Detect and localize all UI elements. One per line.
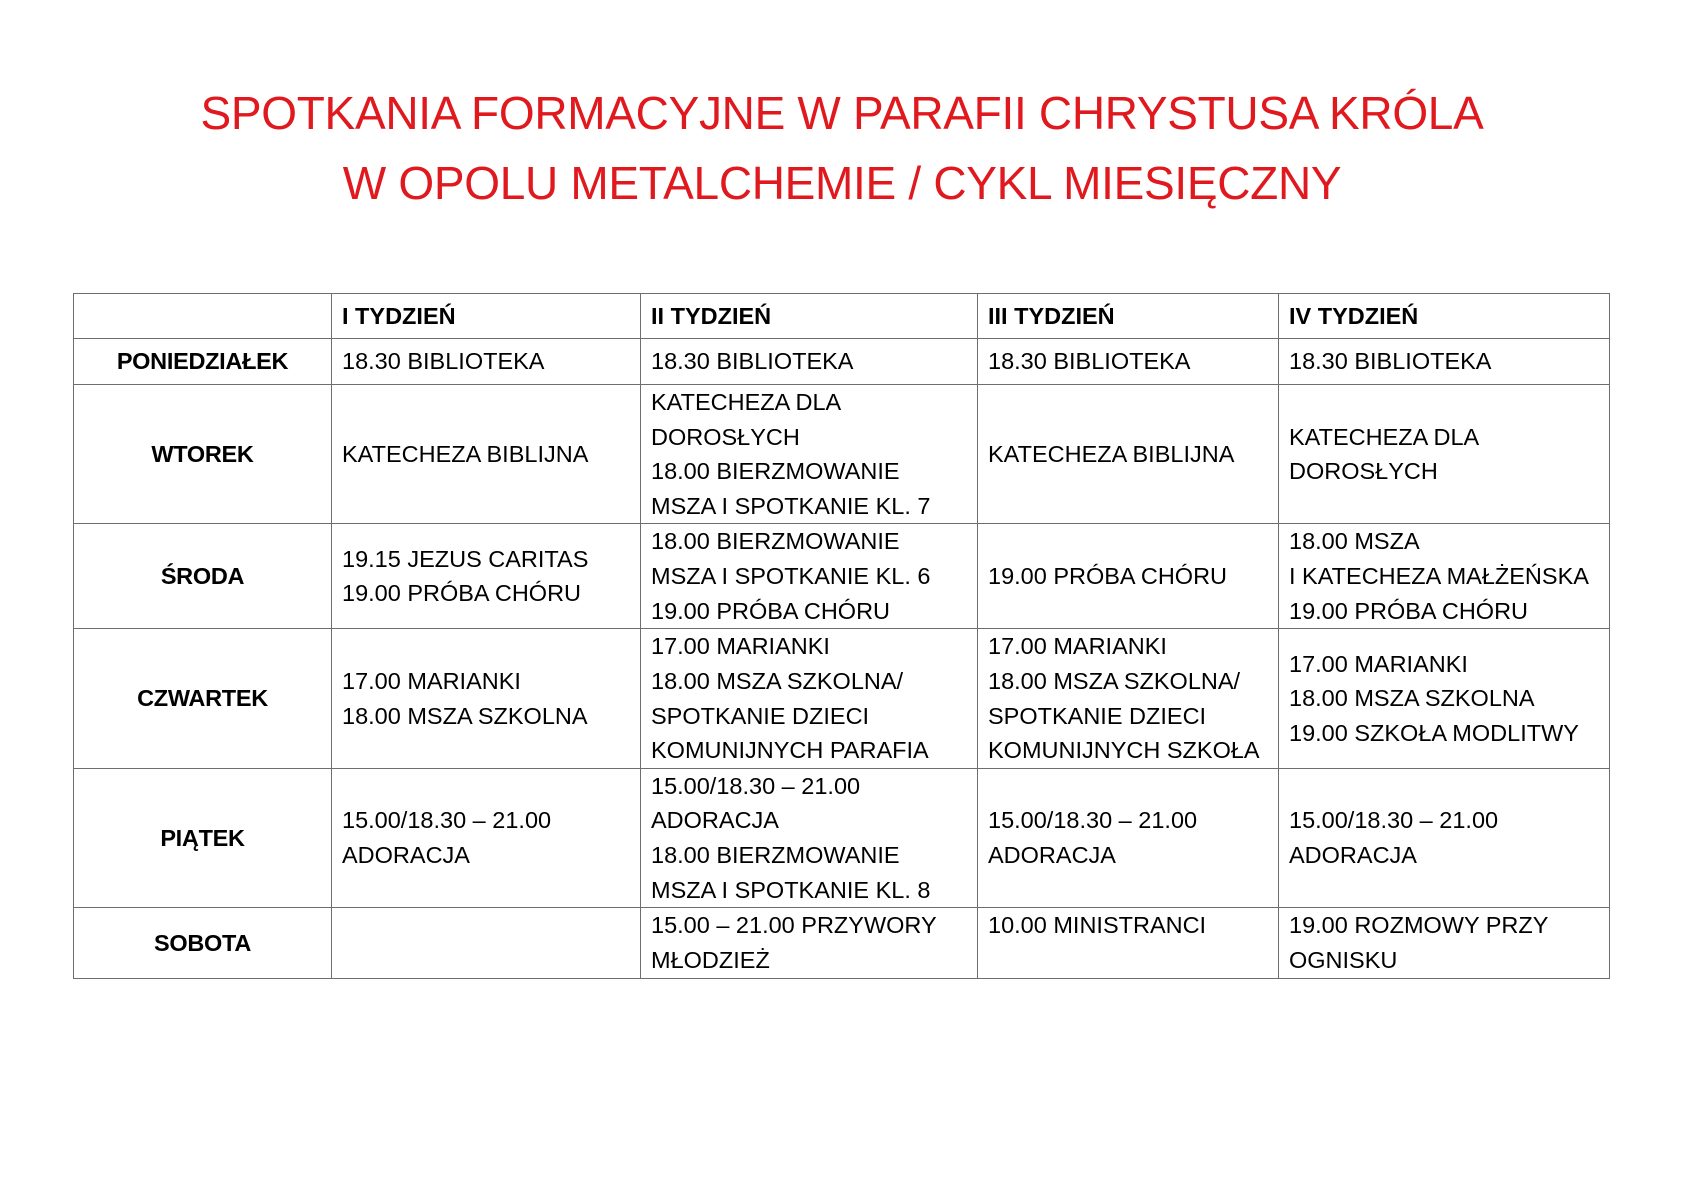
schedule-cell-week-4 <box>1279 768 1610 907</box>
event-line: DOROSŁYCH <box>651 423 800 450</box>
event-line: DOROSŁYCH <box>1289 458 1438 485</box>
event-line: 17.00 MARIANKI <box>988 633 1167 660</box>
day-label: WTOREK <box>74 385 332 524</box>
header-row <box>74 294 1610 339</box>
schedule-cell-week-1 <box>332 629 641 768</box>
table-row <box>74 339 1610 385</box>
schedule-cell-week-2 <box>641 524 978 629</box>
event-line: 18.30 BIBLIOTEKA <box>988 348 1191 375</box>
event-line: SPOTKANIE DZIECI <box>988 702 1207 729</box>
event-line: 18.30 BIBLIOTEKA <box>651 348 854 375</box>
event-line: 18.00 BIERZMOWANIE <box>651 458 900 485</box>
header-week-3: III TYDZIEŃ <box>978 294 1279 339</box>
header-corner <box>74 294 332 339</box>
event-line: 18.30 BIBLIOTEKA <box>1289 348 1492 375</box>
event-line: 10.00 MINISTRANCI <box>988 912 1207 939</box>
event-line: 15.00 – 21.00 PRZYWORY <box>651 912 937 939</box>
event-line: 19.00 SZKOŁA MODLITWY <box>1289 719 1579 746</box>
schedule-cell-week-1 <box>332 908 641 979</box>
event-line: 18.00 MSZA SZKOLNA <box>342 702 588 729</box>
event-line: 19.00 PRÓBA CHÓRU <box>1289 597 1529 624</box>
schedule-cell-week-1 <box>332 768 641 907</box>
schedule-cell-week-3 <box>978 629 1279 768</box>
event-line: 19.00 PRÓBA CHÓRU <box>342 580 582 607</box>
event-line: 18.30 BIBLIOTEKA <box>342 348 545 375</box>
event-line: MSZA I SPOTKANIE KL. 8 <box>651 876 931 903</box>
event-line: KOMUNIJNYCH SZKOŁA <box>988 737 1260 764</box>
table-row <box>74 908 1610 979</box>
schedule-cell-week-4 <box>1279 339 1610 385</box>
day-label: CZWARTEK <box>74 629 332 768</box>
page-title <box>0 78 1684 218</box>
event-line: ADORACJA <box>651 807 779 834</box>
event-line: 18.00 MSZA SZKOLNA/ <box>651 667 904 694</box>
event-line: 15.00/18.30 – 21.00 <box>988 807 1198 834</box>
event-line: 18.00 MSZA <box>1289 528 1420 555</box>
header-week-2: II TYDZIEŃ <box>641 294 978 339</box>
day-label: ŚRODA <box>74 524 332 629</box>
event-line: KATECHEZA DLA <box>1289 423 1480 450</box>
schedule-cell-week-2 <box>641 339 978 385</box>
day-label: PONIEDZIAŁEK <box>74 339 332 385</box>
schedule-cell-week-3 <box>978 524 1279 629</box>
table-row <box>74 768 1610 907</box>
event-line: KOMUNIJNYCH PARAFIA <box>651 737 929 764</box>
event-line: 17.00 MARIANKI <box>342 667 521 694</box>
event-line: I KATECHEZA MAŁŻEŃSKA <box>1289 563 1589 590</box>
schedule-cell-week-2 <box>641 908 978 979</box>
event-line: 18.00 BIERZMOWANIE <box>651 841 900 868</box>
header-week-4: IV TYDZIEŃ <box>1279 294 1610 339</box>
schedule-cell-week-1 <box>332 385 641 524</box>
event-line: 15.00/18.30 – 21.00 <box>651 772 861 799</box>
schedule-cell-week-4 <box>1279 629 1610 768</box>
table-row <box>74 629 1610 768</box>
schedule-cell-week-1 <box>332 524 641 629</box>
schedule-cell-week-4 <box>1279 524 1610 629</box>
schedule-cell-week-3 <box>978 768 1279 907</box>
event-line: ADORACJA <box>1289 841 1417 868</box>
schedule-cell-week-3 <box>978 385 1279 524</box>
event-line: 18.00 MSZA SZKOLNA/ <box>988 667 1241 694</box>
event-line: KATECHEZA DLA <box>651 389 842 415</box>
event-line: ADORACJA <box>988 841 1116 868</box>
event-line: 19.00 PRÓBA CHÓRU <box>651 597 891 624</box>
table-row <box>74 524 1610 629</box>
event-line: 19.00 PRÓBA CHÓRU <box>988 563 1228 590</box>
event-line: 19.15 JEZUS CARITAS <box>342 545 589 572</box>
header-week-1: I TYDZIEŃ <box>332 294 641 339</box>
event-line: KATECHEZA BIBLIJNA <box>988 440 1235 467</box>
schedule-cell-week-3 <box>978 339 1279 385</box>
event-line: 15.00/18.30 – 21.00 <box>1289 807 1499 834</box>
event-line: MŁODZIEŻ <box>651 946 770 973</box>
event-line: ADORACJA <box>342 841 470 868</box>
schedule-cell-week-1 <box>332 339 641 385</box>
schedule-cell-week-4 <box>1279 385 1610 524</box>
title-line-2: W OPOLU METALCHEMIE / CYKL MIESIĘCZNY <box>342 157 1342 209</box>
schedule-cell-week-4 <box>1279 908 1610 979</box>
event-line: 19.00 ROZMOWY PRZY <box>1289 912 1549 939</box>
event-line: 15.00/18.30 – 21.00 <box>342 807 552 834</box>
schedule-cell-week-2 <box>641 385 978 524</box>
schedule-cell-week-2 <box>641 768 978 907</box>
table-row <box>74 385 1610 524</box>
event-line: SPOTKANIE DZIECI <box>651 702 870 729</box>
event-line: MSZA I SPOTKANIE KL. 6 <box>651 563 931 590</box>
event-line: 17.00 MARIANKI <box>1289 650 1468 677</box>
event-line: 18.00 MSZA SZKOLNA <box>1289 685 1535 712</box>
event-line: OGNISKU <box>1289 946 1398 973</box>
schedule-cell-week-2 <box>641 629 978 768</box>
schedule-table <box>73 293 1610 979</box>
schedule-cell-week-3 <box>978 908 1279 979</box>
event-line: MSZA I SPOTKANIE KL. 7 <box>651 492 931 519</box>
title-line-1: SPOTKANIA FORMACYJNE W PARAFII CHRYSTUSA KRÓLA <box>200 87 1484 139</box>
event-line: 17.00 MARIANKI <box>651 633 830 660</box>
event-line: 18.00 BIERZMOWANIE <box>651 528 900 555</box>
event-line: KATECHEZA BIBLIJNA <box>342 440 589 467</box>
day-label: SOBOTA <box>74 908 332 979</box>
day-label: PIĄTEK <box>74 768 332 907</box>
